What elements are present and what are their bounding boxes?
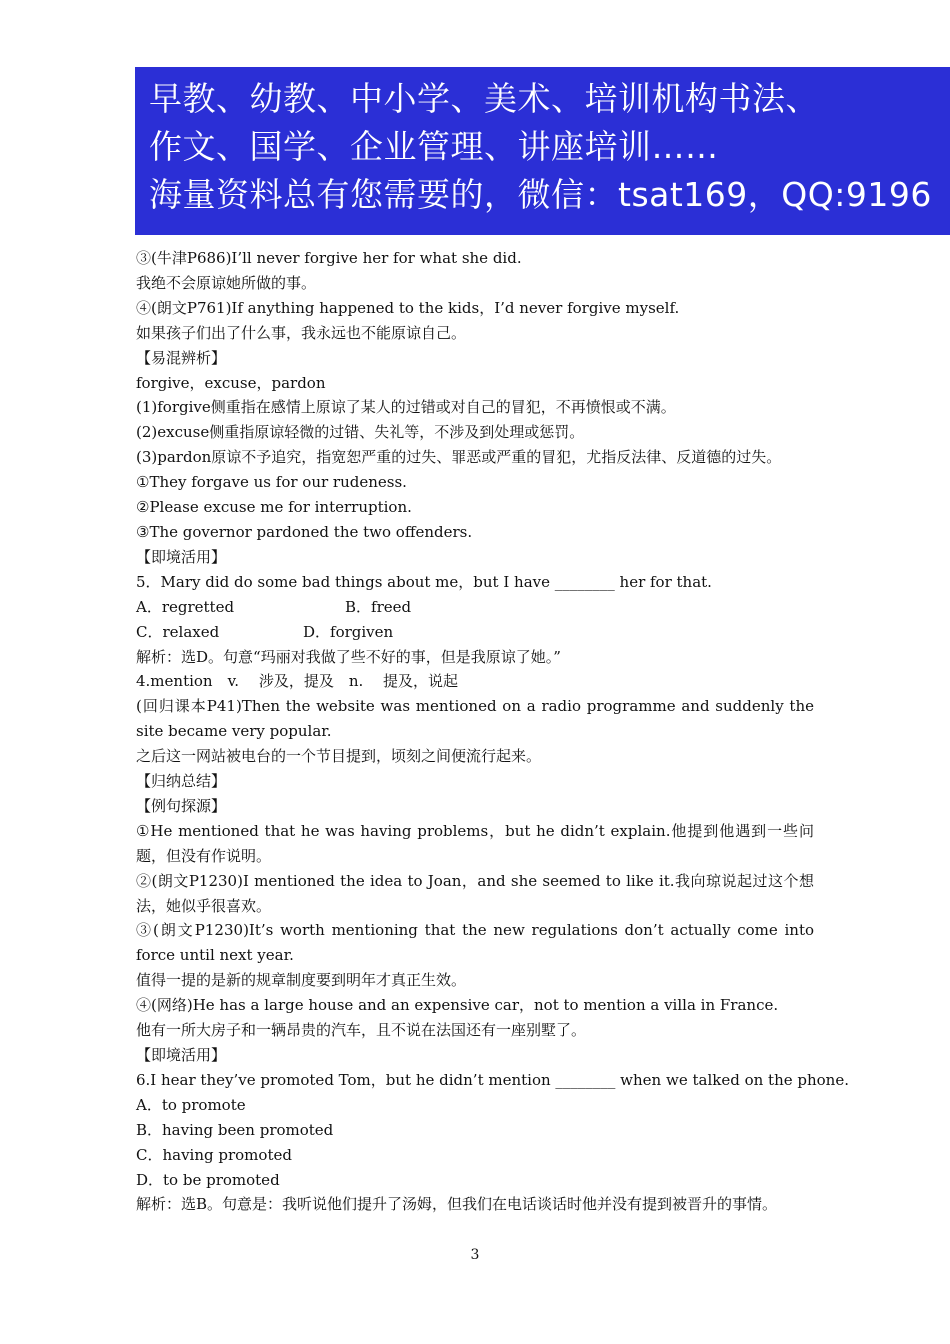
sample-forgive: ①They forgave us for our rudeness.: [136, 473, 407, 492]
q5-option-a: A．regretted: [136, 597, 235, 616]
question-5-options-row-1: [136, 595, 814, 620]
forgive-example-3-cn: 我绝不会原谅她所做的事。: [136, 273, 317, 292]
q5-option-c: C．relaxed: [136, 622, 220, 641]
mention-example-3: ③(朗文P1230)It’s worth mentioning that the new regulations don’t actually come into force until next year.: [136, 921, 814, 965]
mention-example-4-cn: 他有一所大房子和一辆昂贵的汽车，且不说在法国还有一座别墅了。: [136, 1021, 587, 1040]
practice-heading-1: 【即境活用】: [136, 547, 227, 566]
question-5-answer: 解析：选D。句意“玛丽对我做了些不好的事，但是我原谅了她。”: [136, 647, 561, 666]
q6-option-a: A．to promote: [136, 1095, 246, 1114]
question-5-options-row-2: [136, 620, 814, 645]
definition-excuse: (2)excuse侧重指原谅轻微的过错、失礼等，不涉及到处理或惩罚。: [136, 423, 585, 442]
banner-line-3: 海量资料总有您需要的，微信：tsat169，QQ:9196: [149, 175, 932, 214]
banner-line-1: 早教、幼教、中小学、美术、培训机构书法、: [149, 79, 819, 118]
mention-example-3-cn: 值得一提的是新的规章制度要到明年才真正生效。: [136, 971, 467, 990]
mention-entry: 4.mention v. 涉及，提及 n. 提及，说起: [136, 672, 459, 691]
confusion-heading: 【易混辨析】: [136, 348, 227, 367]
question-6: 6.I hear they’ve promoted Tom，but he didn’t mention ________ when we talked on the phone.: [136, 1070, 849, 1089]
mention-example-4: ④(网络)He has a large house and an expensive car，not to mention a villa in France.: [136, 996, 779, 1015]
mention-example-1: ①He mentioned that he was having problems，but he didn’t explain.他提到他遇到一些问题，但没有作说明。: [136, 821, 814, 865]
q5-option-b: B．freed: [345, 597, 412, 616]
definition-pardon: (3)pardon原谅不予追究，指宽恕严重的过失、罪恶或严重的冒犯，尤指反法律、反道德的过失。: [136, 448, 782, 467]
page-number: 3: [470, 1247, 480, 1263]
banner-line-2: 作文、国学、企业管理、讲座培训……: [149, 127, 719, 166]
summary-heading: 【归纳总结】: [136, 772, 227, 791]
question-6-answer: 解析：选B。句意是：我听说他们提升了汤姆，但我们在电话谈话时他并没有提到被晋升的事情。: [136, 1195, 778, 1214]
mention-example-2: ②(朗文P1230)I mentioned the idea to Joan，and she seemed to like it.我向琼说起过这个想法，她似乎很喜欢。: [136, 871, 814, 915]
confusion-words: forgive，excuse，pardon: [136, 373, 326, 392]
forgive-example-4-cn: 如果孩子们出了什么事，我永远也不能原谅自己。: [136, 323, 467, 342]
q6-option-b: B．having been promoted: [136, 1120, 334, 1139]
sample-pardon: ③The governor pardoned the two offenders.: [136, 522, 473, 541]
practice-heading-2: 【即境活用】: [136, 1046, 227, 1064]
q6-option-c: C．having promoted: [136, 1145, 292, 1164]
ad-banner: [135, 67, 950, 235]
sample-excuse: ②Please excuse me for interruption.: [136, 498, 412, 517]
document-body: [136, 246, 849, 1217]
mention-textbook-cn: 之后这一网站被电台的一个节目提到，顷刻之间便流行起来。: [136, 747, 542, 766]
examples-heading: 【例句探源】: [136, 796, 227, 815]
mention-textbook: (回归课本P41)Then the website was mentioned on a radio programme and suddenly the site became very popular.: [136, 697, 814, 741]
forgive-example-3-en: ③(牛津P686)I’ll never forgive her for what she did.: [136, 249, 522, 267]
q5-option-d: D．forgiven: [303, 622, 394, 641]
definition-forgive: (1)forgive侧重指在感情上原谅了某人的过错或对自己的冒犯，不再愤恨或不满。: [136, 398, 676, 417]
question-5: 5．Mary did do some bad things about me，but I have ________ her for that.: [136, 572, 712, 591]
forgive-example-4-en: ④(朗文P761)If anything happened to the kids，I’d never forgive myself.: [136, 298, 680, 317]
q6-option-d: D．to be promoted: [136, 1170, 280, 1189]
